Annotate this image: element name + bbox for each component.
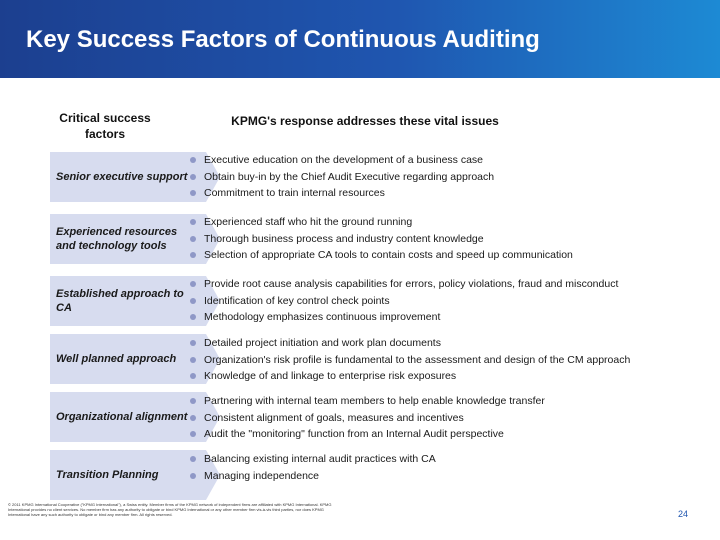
factor-label: Senior executive support [56, 171, 188, 183]
bullet-list-senior-executive-support [189, 152, 709, 202]
factor-senior-executive-support [50, 152, 206, 202]
bullet-list-experienced-resources [189, 214, 709, 264]
bullet-item: Audit the "monitoring" function from an Internal Audit perspective [189, 426, 709, 443]
factor-organizational-alignment [50, 392, 206, 442]
bullet-list-organizational-alignment [189, 393, 709, 443]
factor-label: Transition Planning [56, 469, 159, 481]
bullet-item: Partnering with internal team members to help enable knowledge transfer [189, 393, 709, 410]
bullet-item: Selection of appropriate CA tools to contain costs and speed up communication [189, 247, 709, 264]
bullet-item: Thorough business process and industry content knowledge [189, 231, 709, 248]
bullet-item: Experienced staff who hit the ground running [189, 214, 709, 231]
bullet-item: Managing independence [189, 468, 709, 485]
bullet-item: Knowledge of and linkage to enterprise risk exposures [189, 368, 709, 385]
factor-established-approach [50, 276, 206, 326]
bullet-item: Detailed project initiation and work plan documents [189, 335, 709, 352]
bullet-item: Obtain buy-in by the Chief Audit Executive regarding approach [189, 169, 709, 186]
right-column-heading: KPMG's response addresses these vital issues [231, 114, 499, 128]
copyright-footnote: © 2011 KPMG International Cooperative ("KPMG International"), a Swiss entity. Member firms of the KPMG network of independent firms are affiliated with KPMG International. KPMG International provides no client services. No member firm has any authority to obligate or bind KPMG International or any other member firm vis-à-vis third parties, nor does KPMG International have any such authority to obligate or bind any member firm. All rights reserved. [8, 502, 332, 517]
page-number: 24 [678, 509, 689, 519]
bullet-item: Consistent alignment of goals, measures and incentives [189, 410, 709, 427]
title-bar [0, 0, 720, 78]
bullet-item: Organization's risk profile is fundamental to the assessment and design of the CM approach [189, 352, 709, 369]
factor-well-planned-approach [50, 334, 206, 384]
factor-label: Well planned approach [56, 353, 177, 365]
bullet-item: Provide root cause analysis capabilities for errors, policy violations, fraud and misconduct [189, 276, 709, 293]
factor-label: Experienced resources and technology tools [56, 226, 178, 252]
bullet-item: Balancing existing internal audit practices with CA [189, 451, 709, 468]
factor-transition-planning [50, 450, 206, 500]
bullet-list-established-approach [189, 276, 709, 326]
bullet-item: Identification of key control check points [189, 293, 709, 310]
factor-experienced-resources [50, 214, 206, 264]
slide-title: Key Success Factors of Continuous Auditing [26, 26, 540, 53]
bullet-item: Methodology emphasizes continuous improvement [189, 309, 709, 326]
bullet-list-well-planned-approach [189, 335, 709, 385]
factor-label: Organizational alignment [56, 411, 188, 423]
bullet-item: Commitment to train internal resources [189, 185, 709, 202]
left-column-heading: Critical success factors [59, 111, 151, 141]
bullet-list-transition-planning [189, 451, 709, 484]
bullet-item: Executive education on the development of a business case [189, 152, 709, 169]
factor-label: Established approach to CA [56, 288, 184, 314]
